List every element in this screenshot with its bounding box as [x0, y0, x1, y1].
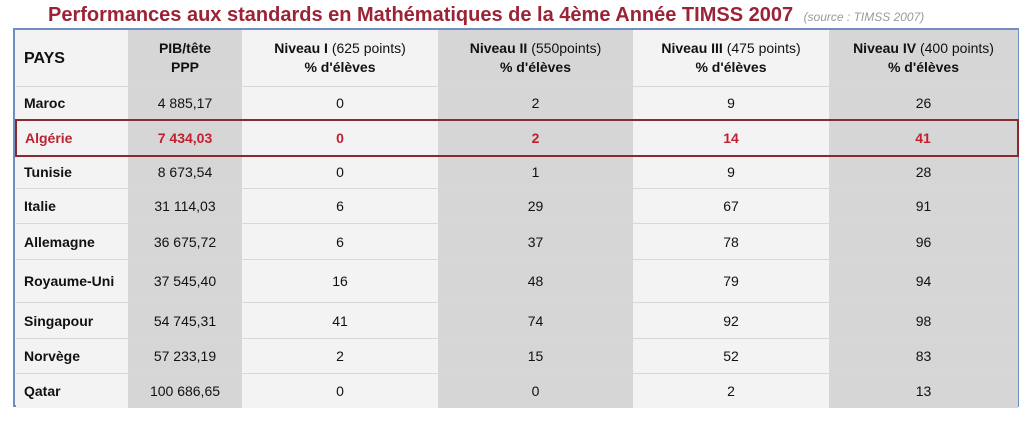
header-pib [128, 30, 242, 87]
cell-niveau-4: 96 [829, 224, 1018, 260]
table-row [16, 260, 1018, 303]
cell-pays: Norvège [16, 339, 128, 374]
cell-niveau-3: 2 [633, 374, 829, 408]
cell-pib: 31 114,03 [128, 189, 242, 224]
header-n1-points: (625 points) [327, 40, 406, 56]
cell-niveau-3: 92 [633, 303, 829, 339]
cell-pays: Italie [16, 189, 128, 224]
header-n4-pct: % d'élèves [887, 59, 960, 75]
cell-pays: Qatar [16, 374, 128, 408]
cell-niveau-2: 1 [438, 156, 633, 189]
table-row [16, 224, 1018, 260]
cell-niveau-4: 91 [829, 189, 1018, 224]
header-n3-pct: % d'élèves [695, 59, 767, 75]
cell-pib: 37 545,40 [128, 260, 242, 303]
header-n3-points: (475 points) [722, 40, 801, 56]
cell-niveau-1: 41 [242, 303, 438, 339]
header-n1-label: Niveau I [274, 40, 328, 56]
table-row [16, 339, 1018, 374]
source-note: (source : TIMSS 2007) [803, 10, 925, 24]
table-row [16, 303, 1018, 339]
table-header-row [16, 30, 1018, 87]
table-row [16, 87, 1018, 120]
header-n4-points: (400 points) [916, 40, 994, 56]
cell-niveau-3: 79 [633, 260, 829, 303]
cell-niveau-2: 29 [438, 189, 633, 224]
page-title [48, 2, 924, 28]
cell-pays: Maroc [16, 87, 128, 120]
cell-pib: 4 885,17 [128, 87, 242, 120]
header-n3-label: Niveau III [661, 40, 723, 56]
header-niveau-4 [829, 30, 1018, 87]
cell-niveau-1: 0 [242, 156, 438, 189]
header-n2-label: Niveau II [469, 40, 528, 56]
cell-niveau-4: 28 [829, 156, 1018, 189]
header-n2-points: (550points) [527, 40, 602, 56]
cell-pib: 100 686,65 [128, 374, 242, 408]
cell-niveau-1: 2 [242, 339, 438, 374]
header-pib-line2: PPP [170, 59, 199, 75]
title-text: Performances aux standards en Mathématiques de la 4ème Année TIMSS 2007 [48, 4, 794, 26]
cell-pays: Royaume-Uni [16, 260, 128, 303]
cell-niveau-2: 2 [438, 120, 633, 156]
table-row-highlighted [16, 120, 1018, 156]
cell-niveau-1: 6 [242, 189, 438, 224]
cell-pays: Algérie [16, 120, 128, 156]
cell-niveau-3: 78 [633, 224, 829, 260]
cell-niveau-4: 26 [829, 87, 1018, 120]
cell-niveau-2: 74 [438, 303, 633, 339]
cell-niveau-3: 9 [633, 156, 829, 189]
table-row [16, 374, 1018, 408]
header-niveau-3 [633, 30, 829, 87]
cell-pib: 57 233,19 [128, 339, 242, 374]
cell-niveau-2: 2 [438, 87, 633, 120]
cell-niveau-3: 14 [633, 120, 829, 156]
cell-niveau-4: 98 [829, 303, 1018, 339]
header-n2-pct: % d'élèves [499, 59, 572, 75]
cell-niveau-1: 0 [242, 120, 438, 156]
cell-pib: 36 675,72 [128, 224, 242, 260]
cell-niveau-1: 16 [242, 260, 438, 303]
cell-niveau-4: 94 [829, 260, 1018, 303]
cell-niveau-4: 41 [829, 120, 1018, 156]
cell-niveau-3: 9 [633, 87, 829, 120]
cell-pays: Singapour [16, 303, 128, 339]
cell-niveau-1: 0 [242, 87, 438, 120]
cell-niveau-1: 6 [242, 224, 438, 260]
header-pays: PAYS [16, 30, 128, 87]
cell-pays: Tunisie [16, 156, 128, 189]
results-table [13, 28, 1019, 407]
table-row [16, 189, 1018, 224]
cell-niveau-4: 83 [829, 339, 1018, 374]
cell-niveau-1: 0 [242, 374, 438, 408]
cell-niveau-3: 67 [633, 189, 829, 224]
cell-niveau-2: 48 [438, 260, 633, 303]
cell-niveau-2: 0 [438, 374, 633, 408]
cell-niveau-4: 13 [829, 374, 1018, 408]
cell-pib: 8 673,54 [128, 156, 242, 189]
header-n4-label: Niveau IV [853, 40, 917, 56]
cell-pib: 7 434,03 [128, 120, 242, 156]
header-pib-line1: PIB/tête [158, 40, 212, 56]
cell-pib: 54 745,31 [128, 303, 242, 339]
cell-niveau-2: 37 [438, 224, 633, 260]
cell-pays: Allemagne [16, 224, 128, 260]
header-niveau-2 [438, 30, 633, 87]
cell-niveau-2: 15 [438, 339, 633, 374]
header-n1-pct: % d'élèves [304, 59, 376, 75]
table-row [16, 156, 1018, 189]
cell-niveau-3: 52 [633, 339, 829, 374]
header-niveau-1 [242, 30, 438, 87]
